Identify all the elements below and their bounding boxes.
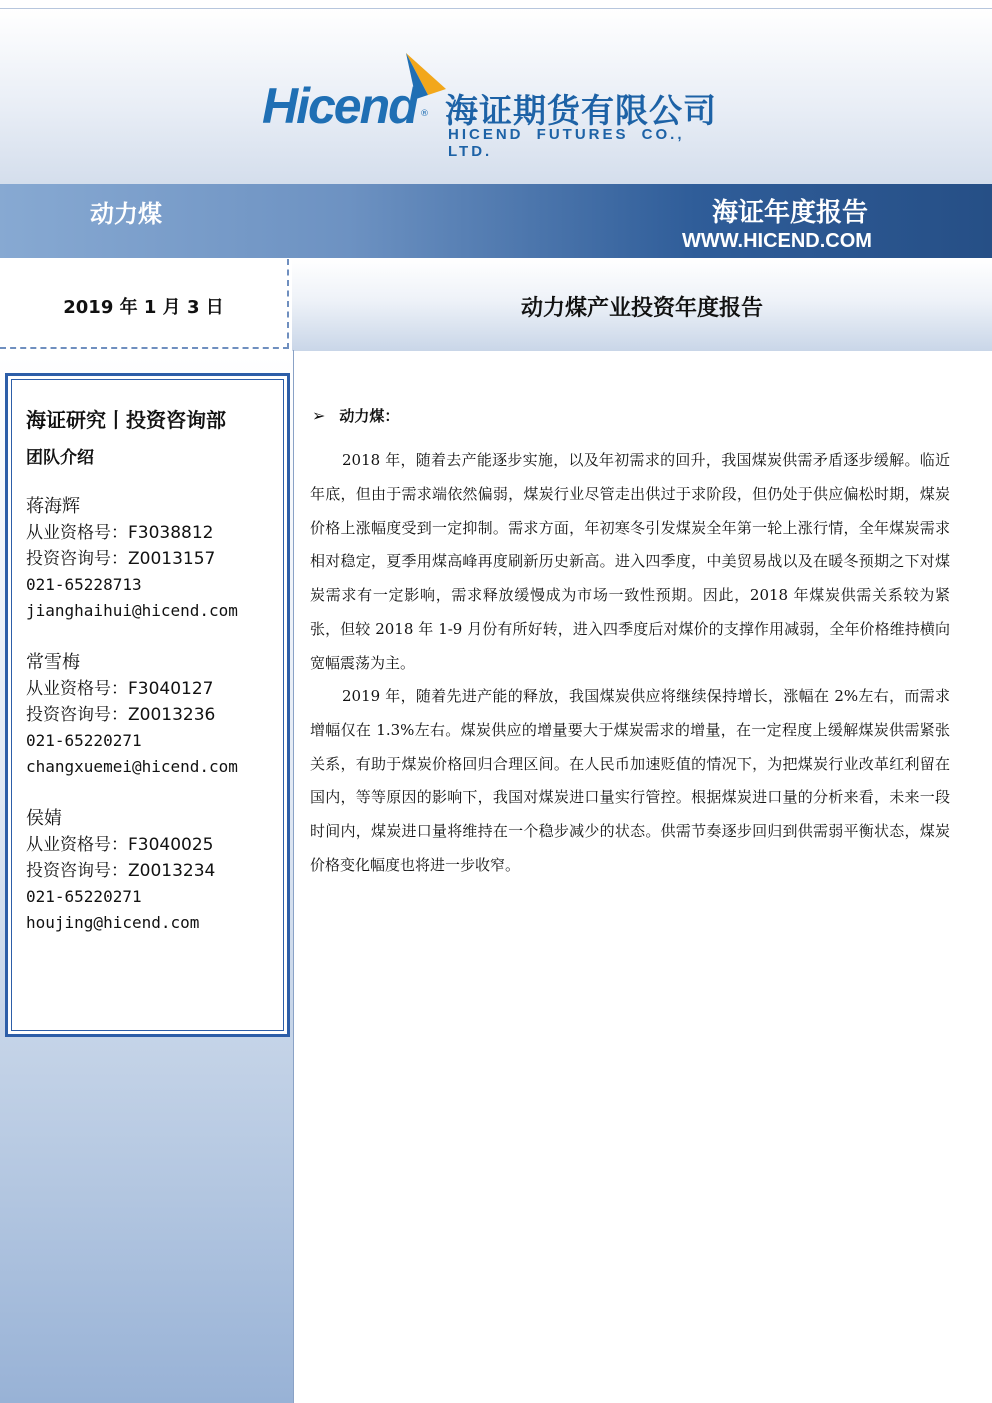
section-heading (312, 405, 399, 426)
department-title: 海证研究丨投资咨询部 (26, 408, 226, 432)
member-advisory: 投资咨询号：Z0013236 (26, 705, 216, 725)
logo-wordmark: Hicend (262, 78, 417, 134)
header-blue-bar (0, 184, 992, 258)
title-panel (292, 259, 992, 351)
company-logo (262, 49, 732, 160)
team-intro-label: 团队介绍 (26, 448, 94, 468)
header-band (0, 8, 992, 184)
member-email[interactable]: jianghaihui@hicend.com (26, 601, 238, 620)
section-title: 动力煤： (339, 407, 400, 425)
member-email[interactable]: houjing@hicend.com (26, 913, 200, 932)
registered-mark: ® (420, 109, 429, 119)
member-phone: 021-65220271 (26, 887, 142, 906)
report-category: 动力煤 (90, 200, 162, 228)
member-advisory: 投资咨询号：Z0013157 (26, 549, 216, 569)
page-title: 动力煤产业投资年度报告 (520, 296, 763, 321)
body-paragraph: 2018 年，随着去产能逐步实施，以及年初需求的回升，我国煤炭供需矛盾逐步缓解。临近年底，但由于需求端依然偏弱，煤炭行业尽管走出供过于求阶段，但仍处于供应偏松时期，煤炭价格上涨幅度受到一定抑制。需求方面，年初寒冬引发煤炭全年第一轮上涨行情，全年煤炭需求相对稳定，夏季用煤高峰再度刷新历史新高。进入四季度，中美贸易战以及在暖冬预期之下对煤炭需求有一定影响，需求释放缓慢成为市场一致性预期。因此，2018 年煤炭供需关系较为紧张，但较 2018 年 1-9 月份有所好转，进入四季度后对煤价的支撑作用减弱，全年价格维持横向宽幅震荡为主。 (310, 451, 950, 672)
logo-company-name-en: HICEND FUTURES CO., LTD. (448, 126, 685, 160)
member-phone: 021-65228713 (26, 575, 142, 594)
member-name: 蒋海辉 (26, 496, 80, 517)
member-phone: 021-65220271 (26, 731, 142, 750)
member-email[interactable]: changxuemei@hicend.com (26, 757, 238, 776)
member-license: 从业资格号：F3040127 (26, 679, 214, 699)
team-member (26, 806, 215, 936)
member-license: 从业资格号：F3038812 (26, 523, 214, 543)
team-member (26, 650, 238, 780)
member-name: 常雪梅 (26, 652, 80, 673)
member-license: 从业资格号：F3040025 (26, 835, 214, 855)
report-type: 海证年度报告 (712, 198, 869, 228)
logo-company-name-cn: 海证期货有限公司 (445, 91, 717, 130)
body-paragraph: 2019 年，随着先进产能的释放，我国煤炭供应将继续保持增长，涨幅在 2%左右，而需求增幅仅在 1.3%左右。煤炭供应的增量要大于煤炭需求的增量，在一定程度上缓解煤炭供需紧张关系，有助于煤炭价格回归合理区间。在人民币加速贬值的情况下，为把煤炭行业改革红利留在国内，等等原因的影响下，我国对煤炭进口量实行管控。根据煤炭进口量的分析来看，未来一段时间内，煤炭进口量将维持在一个稳步减少的状态。供需节奏逐步回归到供需弱平衡状态，煤炭价格变化幅度也将进一步收窄。 (310, 687, 950, 874)
date-panel (0, 259, 289, 349)
member-name: 侯婧 (26, 808, 62, 829)
team-member (26, 494, 238, 624)
report-date: 2019 年 1 月 3 日 (63, 297, 224, 318)
website-link[interactable]: WWW.HICEND.COM (682, 230, 872, 252)
column-divider (293, 350, 294, 1403)
member-advisory: 投资咨询号：Z0013234 (26, 861, 216, 881)
team-info-box (5, 373, 290, 1037)
bullet-arrow-icon: ➢ (312, 406, 326, 425)
